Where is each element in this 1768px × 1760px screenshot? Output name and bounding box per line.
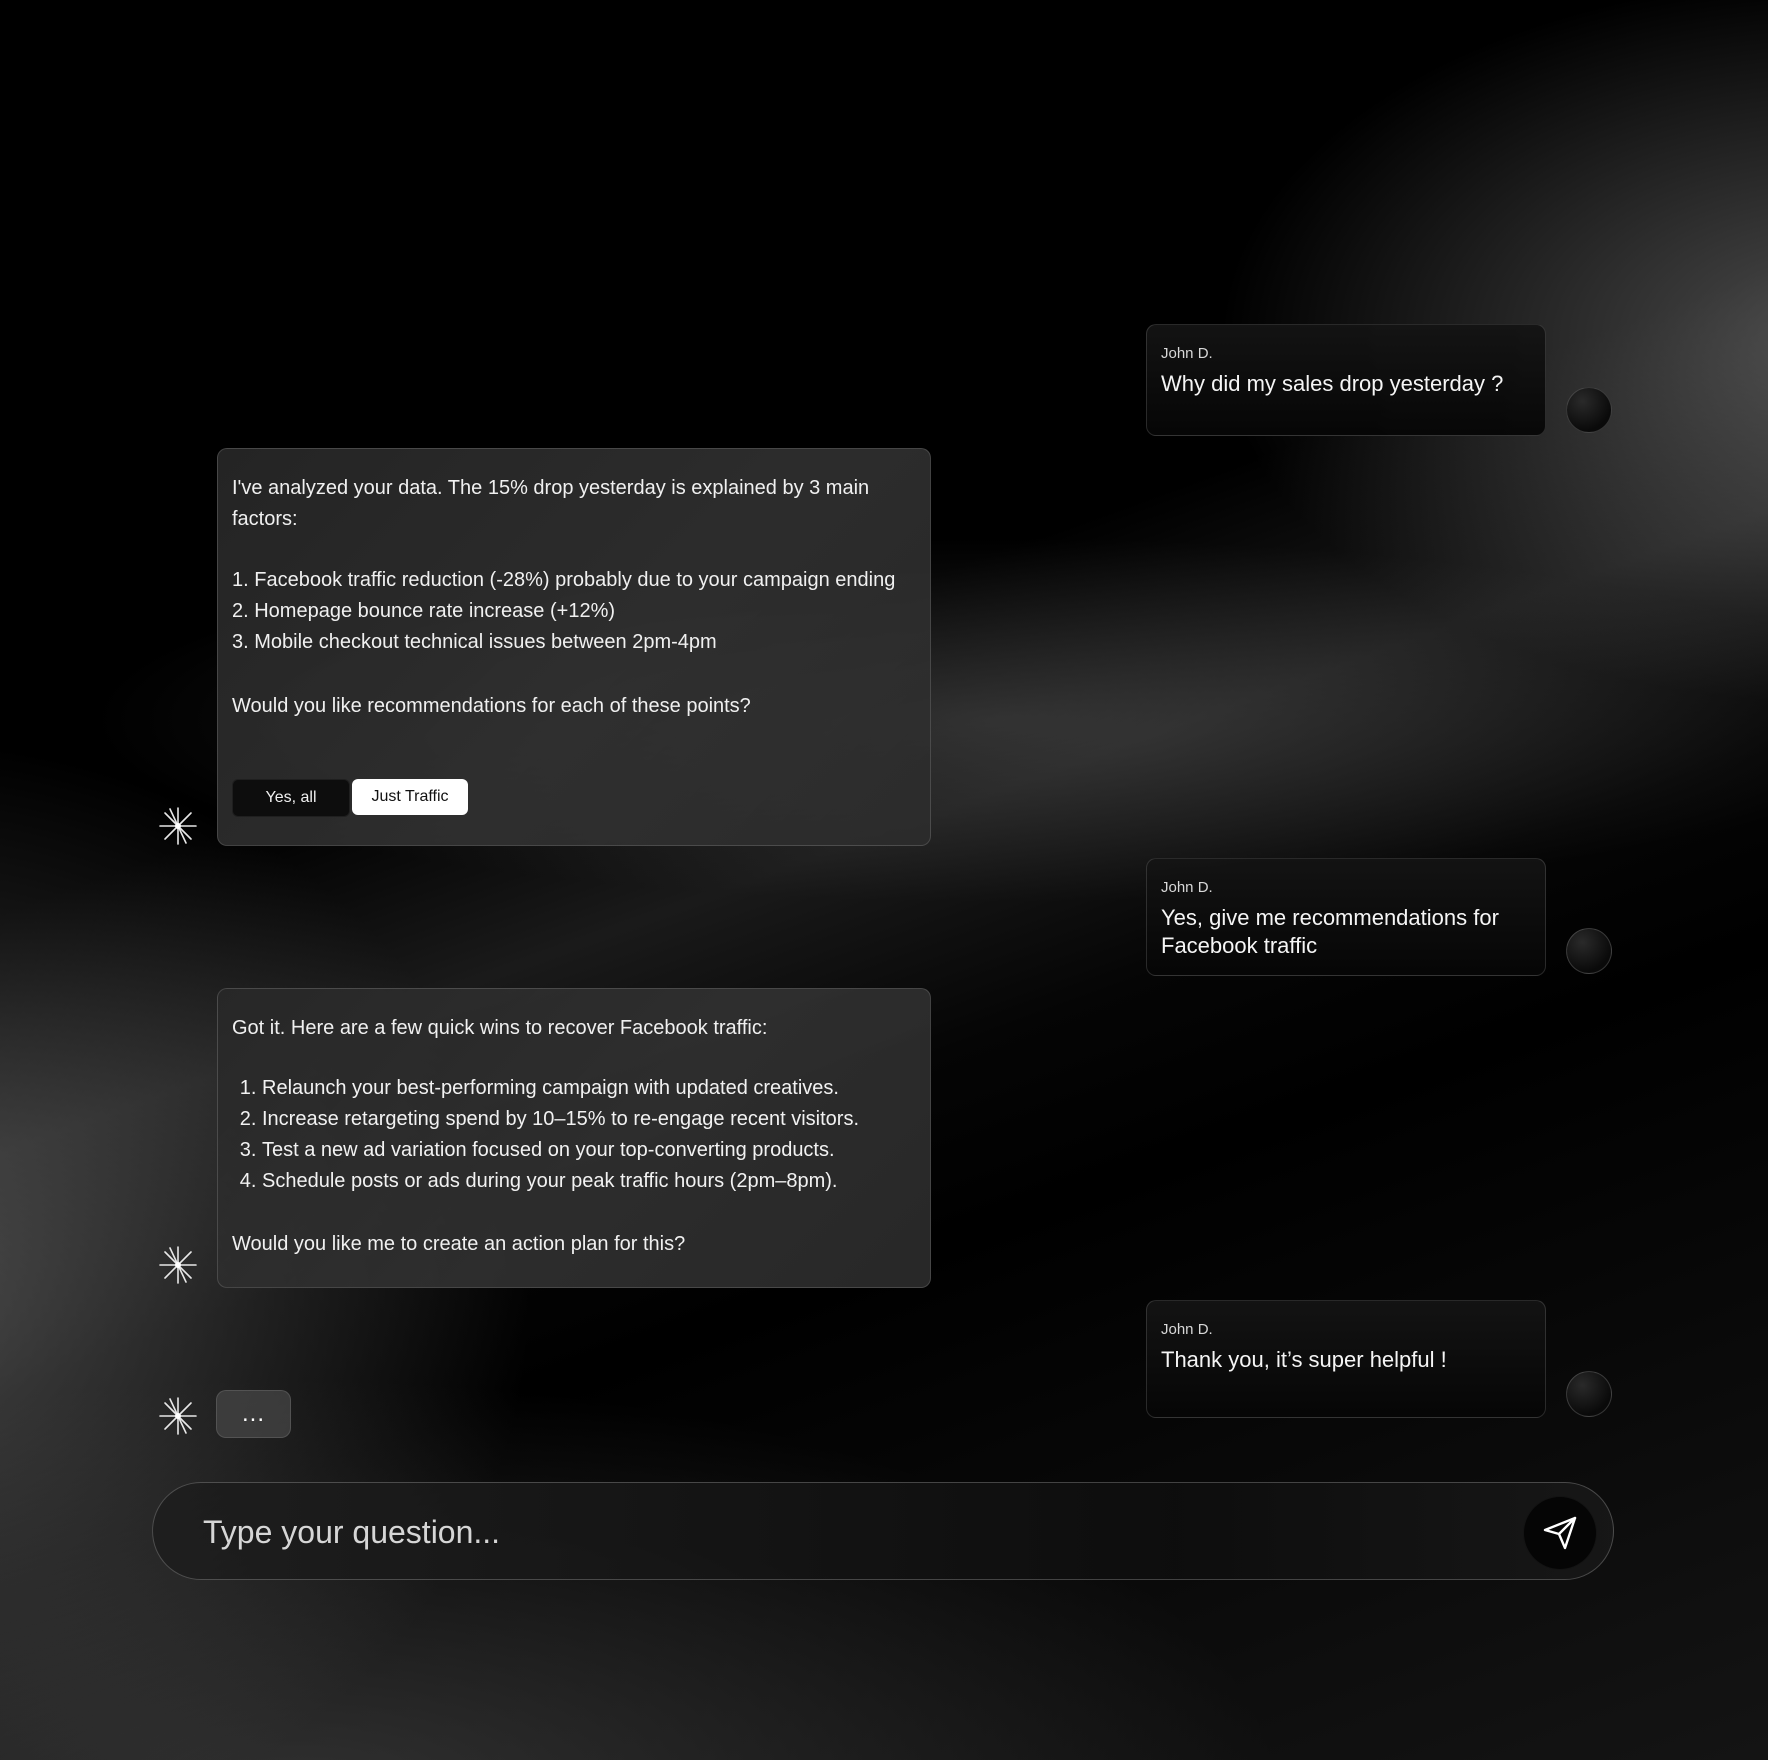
list-item: 1. Relaunch your best-performing campaign with updated creatives. <box>262 1073 916 1104</box>
sparkle-star-icon <box>156 804 200 848</box>
question-input[interactable] <box>201 1505 1405 1559</box>
factor-item: 1. Facebook traffic reduction (-28%) probably due to your campaign ending <box>232 569 896 591</box>
typing-indicator: ... <box>216 1390 291 1438</box>
assistant-message <box>217 988 931 1288</box>
sparkle-star-icon <box>156 1243 200 1287</box>
message-author: John D. <box>1161 879 1213 896</box>
factor-item: 2. Homepage bounce rate increase (+12%) <box>232 600 616 622</box>
yes-all-button[interactable]: Yes, all <box>232 779 350 817</box>
user-avatar <box>1566 1371 1612 1417</box>
recommendation-list <box>232 1073 916 1197</box>
message-composer <box>152 1482 1614 1580</box>
just-traffic-button[interactable]: Just Traffic <box>352 779 468 815</box>
message-question: Would you like recommendations for each of these points? <box>232 695 751 717</box>
list-item: 3. Test a new ad variation focused on your top-converting products. <box>262 1135 916 1166</box>
send-button[interactable] <box>1523 1496 1597 1570</box>
message-intro: Got it. Here are a few quick wins to recover Facebook traffic: <box>232 1017 768 1039</box>
sparkle-star-icon <box>156 1394 200 1438</box>
user-message <box>1146 858 1546 976</box>
assistant-message <box>217 448 931 846</box>
message-text: Why did my sales drop yesterday ? <box>1161 371 1504 396</box>
list-item: 4. Schedule posts or ads during your peak traffic hours (2pm–8pm). <box>262 1166 916 1197</box>
message-text: Yes, give me recommendations for Facebook traffic <box>1161 905 1499 958</box>
message-author: John D. <box>1161 1321 1213 1338</box>
user-message <box>1146 1300 1546 1418</box>
user-avatar <box>1566 387 1612 433</box>
factor-item: 3. Mobile checkout technical issues between 2pm-4pm <box>232 631 717 653</box>
message-intro: I've analyzed your data. The 15% drop yesterday is explained by 3 main factors: <box>232 477 870 530</box>
user-message <box>1146 324 1546 436</box>
send-icon <box>1541 1514 1579 1552</box>
message-author: John D. <box>1161 345 1213 362</box>
message-text: Thank you, it’s super helpful ! <box>1161 1347 1447 1372</box>
message-question: Would you like me to create an action plan for this? <box>232 1233 686 1255</box>
list-item: 2. Increase retargeting spend by 10–15% to re-engage recent visitors. <box>262 1104 916 1135</box>
user-avatar <box>1566 928 1612 974</box>
